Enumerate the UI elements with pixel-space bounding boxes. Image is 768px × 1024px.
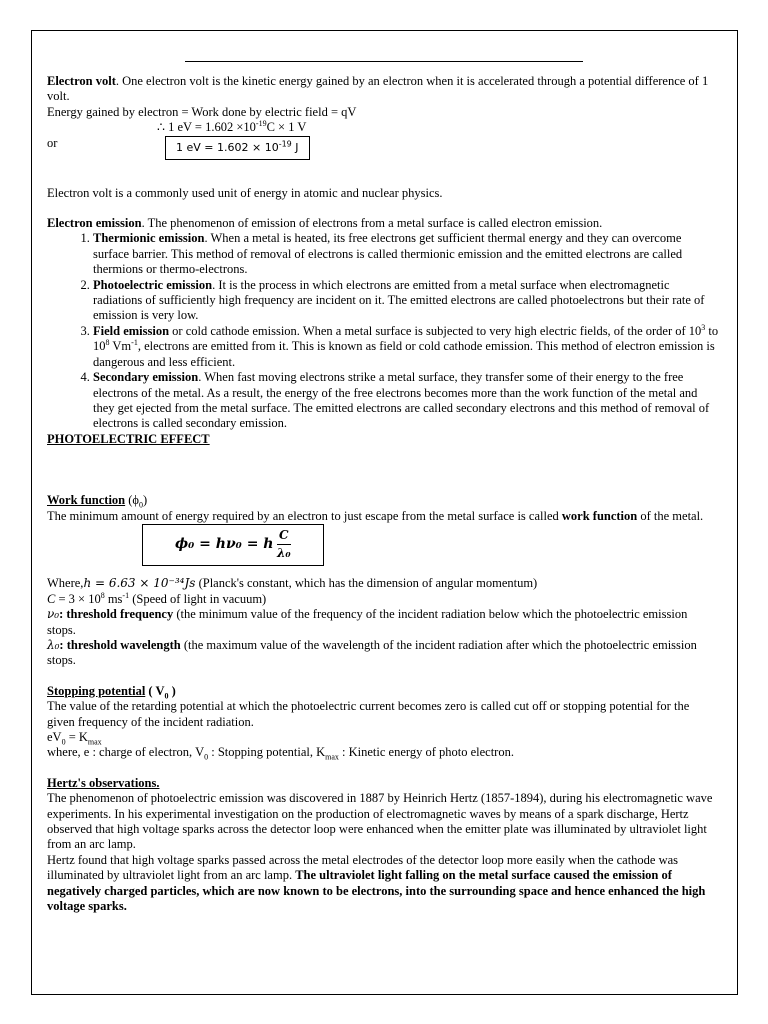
- photoelectric-effect-heading: PHOTOELECTRIC EFFECT: [47, 431, 210, 446]
- electron-volt-definition: Electron volt. One electron volt is the kinetic energy gained by an electron when it is accelerated through a potential difference of 1 volt.: [47, 74, 709, 104]
- list-item: 4. Secondary emission. When fast moving electrons strike a metal surface, they transfer some of their energy to the free electrons of the metal. As a result, the energy of the free electrons becomes more than the work function of the metal and they get ejected from the metal surface. The emitted electrons are called secondary electrons and this method of removal of electrons is called secondary emission.: [93, 370, 719, 432]
- work-function-formula-box: [142, 524, 324, 566]
- stopping-potential-equation: $eV_0 = K_{max}$: [47, 730, 102, 747]
- header-rule: [185, 61, 583, 62]
- or-row: [47, 136, 719, 171]
- list-item: 1. Thermionic emission. When a metal is heated, its free electrons get sufficient thermal energy and they can overcome surface barrier. This method of removal of electrons is called thermionic emission and the emitted electrons are called thermions or thermo-electrons.: [93, 231, 719, 277]
- planck-constant-line: Where,h = 6.63 × 10⁻³⁴Js (Planck's constant, which has the dimension of angular momentum): [47, 576, 538, 591]
- list-item: 2. Photoelectric emission. It is the process in which electrons are emitted from a metal surface when electromagnetic radiations of sufficiently high frequency are incident on it. The emitted electrons are called photoelectrons but their rate of emission is very low.: [93, 278, 719, 324]
- electron-emission-definition: Electron emission. The phenomenon of emission of electrons from a metal surface is called electron emission.: [47, 216, 603, 231]
- stopping-potential-where: where, e : charge of electron, $V_0$ : Stopping potential, $K_{max}$ : Kinetic energy of photo electron.: [47, 745, 514, 762]
- speed-of-light-line: $C = 3 \times 10^8$ $ms^{-1}$ (Speed of light in vacuum): [47, 590, 267, 606]
- work-function-heading: Work function $(\phi_0)$: [47, 493, 148, 510]
- or-label: or: [47, 135, 58, 150]
- ev-usage-text: Electron volt is a commonly used unit of energy in atomic and nuclear physics.: [47, 185, 443, 200]
- hertz-paragraph-1: The phenomenon of photoelectric emission was discovered in 1887 by Heinrich Hertz (1857-1894), during his electromagnetic wave experiments. In his experimental investigation on the production of electromagnetic waves by means of a spark discharge, Hertz observed that high voltage sparks across the detector loop were enhanced when the emitter plate was illuminated by ultraviolet light from an arc lamp.: [47, 791, 713, 852]
- emission-types-list: [47, 231, 719, 431]
- formula-lhs: ϕ₀ = hν₀ = h: [175, 535, 274, 552]
- list-item: 3. Field emission or cold cathode emission. When a metal surface is subjected to very high electric fields, of the order of $10^3$ to $10^8$ $Vm^{-1}$, electrons are emitted from it. This is known as field or cold cathode emission. This method of electron emission is dangerous and less efficient.: [93, 324, 719, 370]
- hertz-paragraph-2: Hertz found that high voltage sparks passed across the metal electrodes of the detector loop more easily when the cathode was illuminated by ultraviolet light from an arc lamp. The ultraviolet light falling on the metal surface caused the emission of negatively charged particles, which are now known to be electrons, into the surrounding space and hence enhanced the high voltage sparks.: [47, 852, 706, 914]
- threshold-frequency-line: ν₀: threshold frequency (the minimum value of the frequency of the incident radiation below which the photoelectric emission stops.: [47, 607, 688, 637]
- ev-conversion-line: ∴ 1 eV = $1.602 \times 10^{-19}C \times 1$ V: [157, 119, 307, 135]
- work-function-definition: The minimum amount of energy required by an electron to just escape from the metal surface is called work function of the metal.: [47, 508, 704, 523]
- hertz-heading: Hertz's observations.: [47, 775, 160, 790]
- stopping-potential-definition: The value of the retarding potential at which the photoelectric current becomes zero is called cut off or stopping potential for the given frequency of the incident radiation.: [47, 699, 690, 729]
- formula-fraction: $\frac{C}{\text{λ₀}}$: [277, 527, 291, 560]
- ev-joule-box: 1 eV = $1.602 \times 10^{-19}$ J: [165, 136, 310, 160]
- energy-gained-line: Energy gained by electron = Work done by electric field = qV: [47, 104, 357, 119]
- document-body: [47, 74, 719, 914]
- stopping-potential-heading: Stopping potential ( $V_0$ ): [47, 683, 176, 701]
- threshold-wavelength-line: λ₀: threshold wavelength (the maximum value of the wavelength of the incident radiation after which the photoelectric emission stops.: [47, 637, 697, 668]
